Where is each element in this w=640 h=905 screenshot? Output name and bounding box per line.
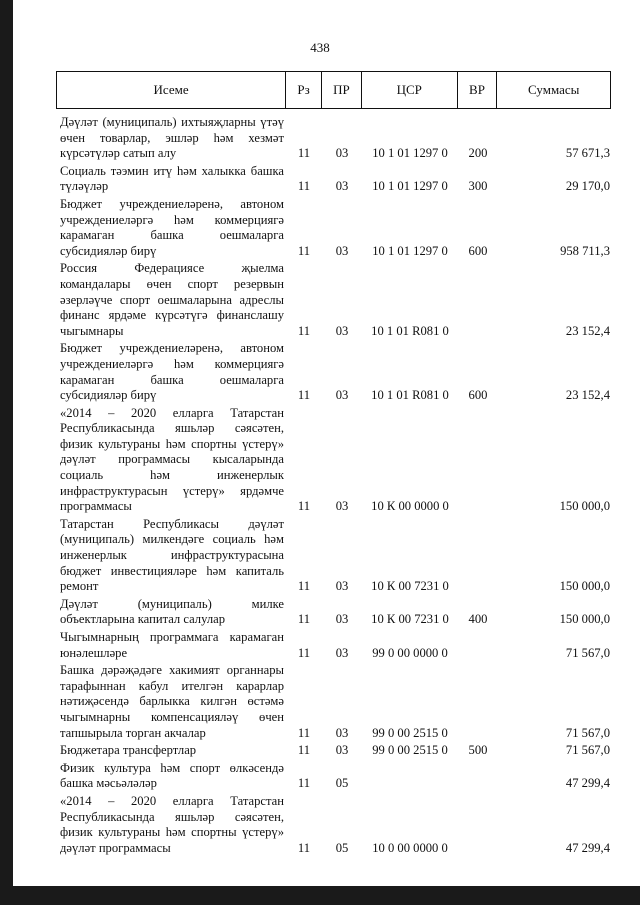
header-name: Исеме [57,72,286,108]
row-vr: 600 [468,388,488,403]
row-csr: 10 К 00 7231 0 [371,579,449,594]
row-csr: 10 1 01 R081 0 [371,323,449,338]
row-name: Бюджет учреждениеләренә, автоном учреждениеләргә һәм коммерциягә карамаган башка оешмаларга субсидияләр бирү [60,196,284,258]
row-csr: 10 1 01 1297 0 [372,243,448,258]
page-number: 438 [310,40,330,55]
row-sum: 71 567,0 [565,725,610,740]
header-rz: Рз [286,72,322,108]
header-pr: ПР [322,72,362,108]
row-pr: 03 [335,146,349,161]
table-row [56,761,611,792]
row-sum: 71 567,0 [565,645,610,660]
row-rz: 11 [297,743,311,758]
row-pr: 05 [335,776,349,791]
row-pr: 03 [335,743,349,758]
row-csr: 10 0 00 0000 0 [372,840,448,855]
row-vr: 300 [468,179,488,194]
row-pr: 03 [335,243,349,258]
row-sum: 47 299,4 [565,840,610,855]
row-sum: 23 152,4 [565,323,610,338]
row-csr: 10 К 00 7231 0 [371,612,449,627]
row-name: Физик культура һәм спорт өлкәсендә башка мәсьәләләр [60,760,284,791]
row-sum: 71 567,0 [565,743,610,758]
row-name: «2014 – 2020 елларга Татарстан Республикасында яшьләр сәясәтен, физик культураны һәм спортны үстерү» дәүләт программасы кысаларында социаль һәм инженерлык инфраструктурасын үстерү» ярдәмче программасы [60,405,284,514]
row-vr: 600 [468,243,488,258]
row-sum: 29 170,0 [565,179,610,194]
table-row [56,663,611,741]
row-csr: 10 1 01 R081 0 [371,388,449,403]
row-name: «2014 – 2020 елларга Татарстан Республикасында яшьләр сәясәтен, физик культураны һәм спортны үстерү» дәүләт программасы [60,793,284,855]
row-name: Татарстан Республикасы дәүләт (муниципаль) милкендәге социаль һәм инженерлык инфраструктурасына бюджет инвестицияләре һәм капиталь ремонт [60,516,284,594]
row-rz: 11 [297,776,311,791]
row-rz: 11 [297,499,311,514]
row-csr: 99 0 00 2515 0 [372,725,448,740]
budget-table-body [56,115,611,858]
row-sum: 57 671,3 [565,146,610,161]
table-row [56,517,611,595]
header-sum: Суммасы [528,82,580,97]
row-pr: 03 [335,323,349,338]
row-rz: 11 [297,612,311,627]
row-sum: 23 152,4 [565,388,610,403]
table-row [56,406,611,515]
row-pr: 05 [335,840,349,855]
table-header [56,71,611,109]
row-name: Башка дәрәҗәдәге хакимият органнары тарафыннан кабул ителгән карарлар нәтиҗәсендә барлыкка килгән өстәмә чыгымнарны компенсацияләү өчен тапшырыла торган акчалар [60,663,284,740]
row-pr: 03 [335,725,349,740]
row-name: Социаль тәэмин итү һәм халыкка башка түләүләр [60,163,284,194]
row-vr: 400 [468,612,488,627]
table-row [56,743,611,759]
row-rz: 11 [297,146,311,161]
row-csr: 99 0 00 2515 0 [372,743,448,758]
row-rz: 11 [297,579,311,594]
row-sum: 150 000,0 [559,612,610,627]
row-name: Чыгымнарның программага карамаган юнәлешләре [60,630,284,660]
row-pr: 03 [335,612,349,627]
row-sum: 958 711,3 [560,243,610,258]
row-rz: 11 [297,840,311,855]
table-row [56,630,611,661]
row-vr: 200 [468,146,488,161]
row-pr: 03 [335,579,349,594]
row-sum: 150 000,0 [559,579,610,594]
table-row [56,164,611,195]
row-vr: 500 [468,743,488,758]
row-rz: 11 [297,725,311,740]
table-row [56,261,611,339]
row-rz: 11 [297,645,311,660]
row-sum: 47 299,4 [565,776,610,791]
row-rz: 11 [297,388,311,403]
row-pr: 03 [335,645,349,660]
table-row [56,341,611,403]
row-sum: 150 000,0 [559,499,610,514]
table-row [56,794,611,856]
row-rz: 11 [297,323,311,338]
table-row [56,597,611,628]
row-pr: 03 [335,179,349,194]
row-name: Дәүләт (муниципаль) милке объектларына капитал салулар [60,596,284,627]
row-pr: 03 [335,499,349,514]
row-pr: 03 [335,388,349,403]
row-name: Бюджет учреждениеләренә, автоном учреждениеләргә һәм коммерциягә карамаган башка оешмаларга субсидияләр бирү [60,341,284,403]
header-vr: ВР [458,72,498,108]
row-csr: 10 1 01 1297 0 [372,146,448,161]
table-row [56,115,611,162]
row-rz: 11 [297,179,311,194]
row-name: Дәүләт (муниципаль) ихтыяҗларны үтәү өчен товарлар, эшләр һәм хезмәт күрсәтүләр сатып алу [60,115,284,161]
table-row [56,197,611,259]
scan-bottom-edge [13,886,640,905]
row-rz: 11 [297,243,311,258]
row-csr: 10 К 00 0000 0 [371,499,449,514]
row-name: Россия Федерациясе җыелма командалары өчен спорт резервын әзерләүче спорт оешмаларына адреслы финанс ярдәме күрсәтүгә финанслашу чыгымнары [60,261,284,338]
row-csr: 10 1 01 1297 0 [372,179,448,194]
header-csr: ЦСР [362,72,458,108]
row-csr: 99 0 00 0000 0 [372,645,448,660]
scan-left-edge [0,0,13,905]
row-name: Бюджетара трансфертлар [60,743,197,758]
